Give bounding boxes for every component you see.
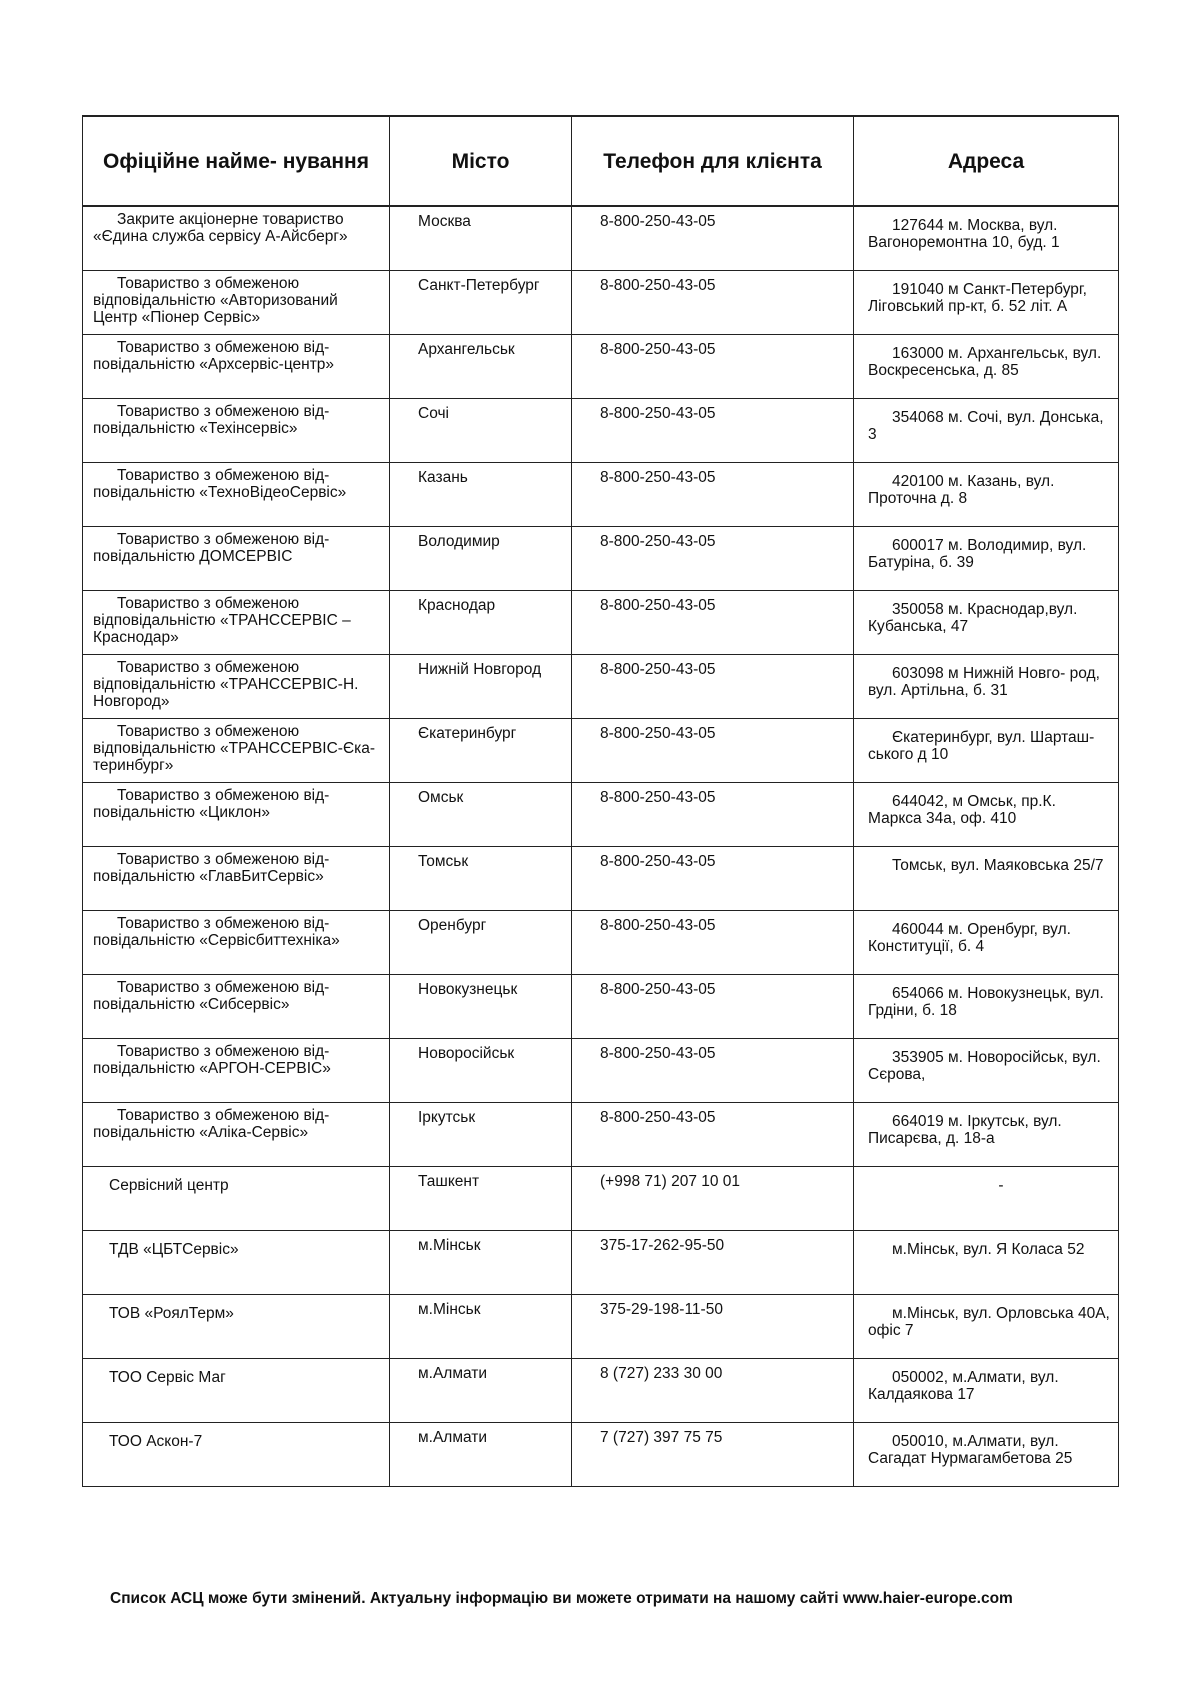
cell-name: Товариство з обмеженою від- повідальністю «Сибсервіс»	[83, 975, 390, 1039]
cell-name: Товариство з обмеженою від- повідальністю «АРГОН-СЕРВІС»	[83, 1039, 390, 1103]
table-header-row	[83, 116, 1119, 206]
cell-city: Сочі	[390, 399, 572, 463]
table-row	[83, 206, 1119, 271]
table-row	[83, 1167, 1119, 1231]
cell-address: 191040 м Санкт-Петербург, Лігoвський пр-кт, б. 52 літ. А	[854, 271, 1119, 335]
table-row	[83, 1231, 1119, 1295]
header-city: Місто	[390, 116, 572, 206]
cell-city: Санкт-Петербург	[390, 271, 572, 335]
cell-phone: 7 (727) 397 75 75	[572, 1423, 854, 1487]
cell-phone: 8-800-250-43-05	[572, 399, 854, 463]
cell-name: Товариство з обмеженою від- повідальністю «Циклон»	[83, 783, 390, 847]
table-row	[83, 335, 1119, 399]
cell-city: м.Алмати	[390, 1359, 572, 1423]
cell-city: Москва	[390, 206, 572, 271]
cell-phone: 8-800-250-43-05	[572, 271, 854, 335]
cell-phone: 8-800-250-43-05	[572, 463, 854, 527]
cell-city: Нижній Новгород	[390, 655, 572, 719]
cell-address: 353905 м. Новоросійськ, вул. Сєрова,	[854, 1039, 1119, 1103]
service-centers-table	[82, 115, 1119, 1487]
cell-phone: 375-17-262-95-50	[572, 1231, 854, 1295]
cell-address: 664019 м. Іркутськ, вул. Писарєва, д. 18-а	[854, 1103, 1119, 1167]
cell-city: Новокузнецьк	[390, 975, 572, 1039]
cell-name: Товариство з обмеженою відповідальністю «ТРАНССЕРВІС – Краснодар»	[83, 591, 390, 655]
cell-name: Товариство з обмеженою відповідальністю «Авторизований Центр «Піонер Сервіс»	[83, 271, 390, 335]
cell-name: Товариство з обмеженою від- повідальністю «Архсервіс-центр»	[83, 335, 390, 399]
table-row	[83, 655, 1119, 719]
cell-name: Закрите акціонерне товариство «Єдина служба сервісу А-Айсберг»	[83, 206, 390, 271]
cell-city: Казань	[390, 463, 572, 527]
cell-address: 460044 м. Оренбург, вул. Конституції, б. 4	[854, 911, 1119, 975]
cell-phone: 8-800-250-43-05	[572, 591, 854, 655]
header-address: Адреса	[854, 116, 1119, 206]
table-row	[83, 1103, 1119, 1167]
cell-phone: 8-800-250-43-05	[572, 719, 854, 783]
cell-name: Товариство з обмеженою від- повідальністю «Аліка-Сервіс»	[83, 1103, 390, 1167]
cell-name: Товариство з обмеженою від- повідальністю «ТехноВідеоСервіс»	[83, 463, 390, 527]
table-body	[83, 206, 1119, 1487]
table-row	[83, 847, 1119, 911]
cell-city: Ташкент	[390, 1167, 572, 1231]
header-phone: Телефон для клієнта	[572, 116, 854, 206]
cell-name: ТДВ «ЦБТСервіс»	[83, 1231, 390, 1295]
table-row	[83, 975, 1119, 1039]
table-row	[83, 271, 1119, 335]
table-row	[83, 463, 1119, 527]
cell-address: 163000 м. Архангельськ, вул. Воскресенська, д. 85	[854, 335, 1119, 399]
cell-name: Товариство з обмеженою відповідальністю «ТРАНССЕРВІС-Н. Новгород»	[83, 655, 390, 719]
cell-address: 603098 м Нижній Новго- род, вул. Артільна, б. 31	[854, 655, 1119, 719]
table-row	[83, 911, 1119, 975]
header-name: Офіційне найме- нування	[83, 116, 390, 206]
cell-name: Сервісний центр	[83, 1167, 390, 1231]
table-row	[83, 1423, 1119, 1487]
cell-phone: 8-800-250-43-05	[572, 206, 854, 271]
table-row	[83, 1359, 1119, 1423]
cell-address: 050002, м.Алмати, вул. Калдаякова 17	[854, 1359, 1119, 1423]
cell-name: ТОО Сервіс Маг	[83, 1359, 390, 1423]
table-row	[83, 1039, 1119, 1103]
footer-note: Список АСЦ може бути змінений. Актуальну інформацію ви можете отримати на нашому сайті www.haier-europe.com	[110, 1590, 1013, 1607]
cell-name: Товариство з обмеженою відповідальністю «ТРАНССЕРВІС-Єка- теринбург»	[83, 719, 390, 783]
cell-name: Товариство з обмеженою від- повідальністю ДОМСЕРВІС	[83, 527, 390, 591]
cell-phone: 8 (727) 233 30 00	[572, 1359, 854, 1423]
cell-phone: 8-800-250-43-05	[572, 783, 854, 847]
cell-city: Володимир	[390, 527, 572, 591]
cell-phone: (+998 71) 207 10 01	[572, 1167, 854, 1231]
cell-address: 654066 м. Новокузнецьк, вул. Грдіни, б. 18	[854, 975, 1119, 1039]
cell-address: 350058 м. Краснодар,вул. Кубанська, 47	[854, 591, 1119, 655]
table-row	[83, 1295, 1119, 1359]
cell-phone: 375-29-198-11-50	[572, 1295, 854, 1359]
cell-city: Омськ	[390, 783, 572, 847]
cell-city: Томськ	[390, 847, 572, 911]
cell-address: 600017 м. Володимир, вул. Батуріна, б. 39	[854, 527, 1119, 591]
cell-address: -	[854, 1167, 1119, 1231]
cell-city: Оренбург	[390, 911, 572, 975]
cell-name: ТОВ «РоялТерм»	[83, 1295, 390, 1359]
cell-name: ТОО Аскон-7	[83, 1423, 390, 1487]
cell-address: 050010, м.Алмати, вул. Сагадат Нурмагамбетова 25	[854, 1423, 1119, 1487]
cell-phone: 8-800-250-43-05	[572, 975, 854, 1039]
cell-phone: 8-800-250-43-05	[572, 655, 854, 719]
cell-city: Краснодар	[390, 591, 572, 655]
cell-city: Єкатеринбург	[390, 719, 572, 783]
cell-city: Іркутськ	[390, 1103, 572, 1167]
table-row	[83, 399, 1119, 463]
cell-phone: 8-800-250-43-05	[572, 335, 854, 399]
cell-address: Єкатеринбург, вул. Шарташ- ського д 10	[854, 719, 1119, 783]
table-row	[83, 591, 1119, 655]
cell-address: 420100 м. Казань, вул. Проточна д. 8	[854, 463, 1119, 527]
cell-address: 354068 м. Сочі, вул. Донська, 3	[854, 399, 1119, 463]
cell-city: м.Алмати	[390, 1423, 572, 1487]
cell-city: Новоросійськ	[390, 1039, 572, 1103]
cell-name: Товариство з обмеженою від- повідальністю «Техінсервіс»	[83, 399, 390, 463]
cell-name: Товариство з обмеженою від- повідальністю «ГлавБитСервіс»	[83, 847, 390, 911]
table-row	[83, 527, 1119, 591]
cell-phone: 8-800-250-43-05	[572, 911, 854, 975]
cell-name: Товариство з обмеженою від- повідальністю «Сервісбиттехніка»	[83, 911, 390, 975]
cell-city: Архангельськ	[390, 335, 572, 399]
cell-address: Томськ, вул. Маяковська 25/7	[854, 847, 1119, 911]
cell-city: м.Мінськ	[390, 1295, 572, 1359]
cell-phone: 8-800-250-43-05	[572, 527, 854, 591]
cell-address: м.Мінськ, вул. Я Коласа 52	[854, 1231, 1119, 1295]
cell-phone: 8-800-250-43-05	[572, 847, 854, 911]
table-row	[83, 719, 1119, 783]
table-row	[83, 783, 1119, 847]
cell-address: 127644 м. Москва, вул. Вагоноремонтна 10, буд. 1	[854, 206, 1119, 271]
cell-address: м.Мінськ, вул. Орловська 40А, офіс 7	[854, 1295, 1119, 1359]
cell-address: 644042, м Омськ, пр.К. Маркса 34а, оф. 410	[854, 783, 1119, 847]
cell-phone: 8-800-250-43-05	[572, 1039, 854, 1103]
cell-phone: 8-800-250-43-05	[572, 1103, 854, 1167]
cell-city: м.Мінськ	[390, 1231, 572, 1295]
